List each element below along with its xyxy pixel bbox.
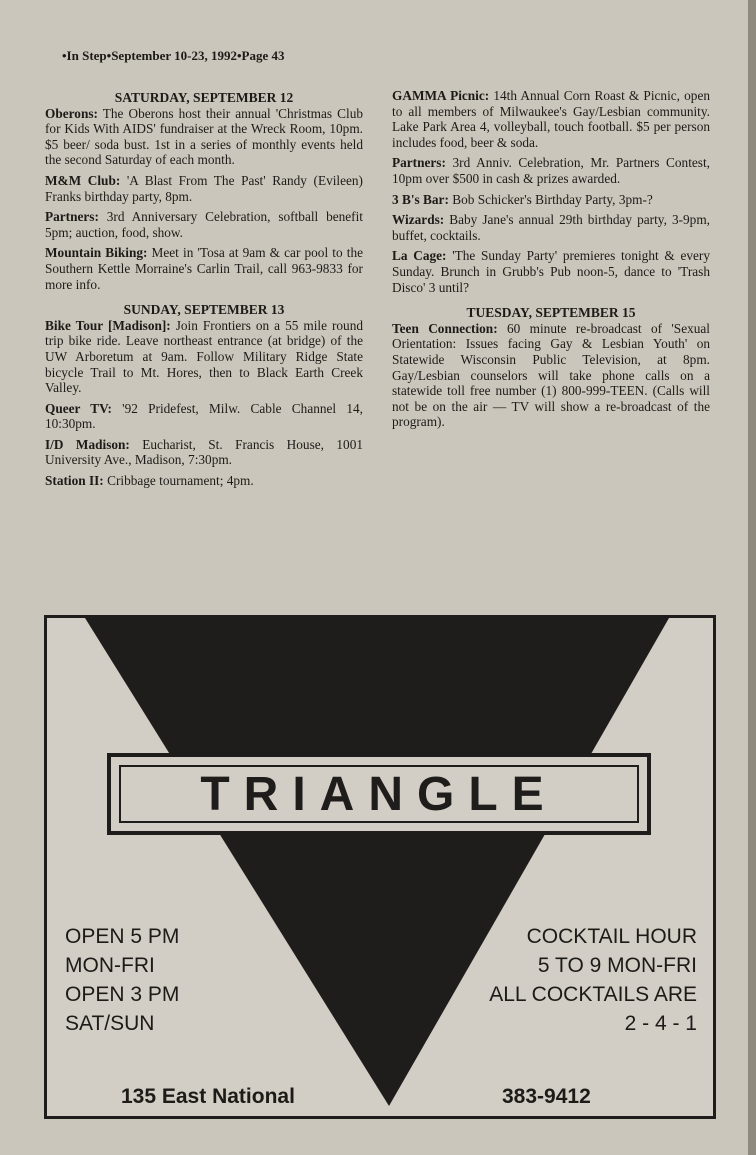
listing-entry	[392, 155, 710, 186]
listing-text: Baby Jane's annual 29th birthday party, 3-9pm, buffet, cocktails.	[392, 212, 710, 243]
listing-entry	[45, 473, 363, 489]
address: 135 East National	[121, 1085, 295, 1108]
listing-title: Wizards:	[392, 212, 445, 228]
listing-entry	[392, 321, 710, 430]
listing-text: Cribbage tournament; 4pm.	[103, 473, 254, 489]
listing-title: Partners:	[45, 209, 99, 225]
day-heading-saturday: SATURDAY, SEPTEMBER 12	[114, 90, 294, 105]
phone-number: 383-9412	[502, 1085, 591, 1108]
listing-title: Bike Tour [Madison]:	[45, 317, 171, 333]
logo-text: TRIANGLE	[200, 768, 558, 821]
page-header: •In Step•September 10-23, 1992•Page 43	[62, 48, 285, 63]
listing-entry	[45, 245, 363, 292]
left-column	[45, 88, 363, 494]
listing-title: M&M Club:	[45, 172, 121, 188]
listing-title: Oberons:	[45, 105, 98, 121]
listing-text: Eucharist, St. Francis House, 1001 University Ave., Madison, 7:30pm.	[45, 436, 363, 468]
hours-line: SAT/SUN	[65, 1012, 155, 1035]
listing-title: GAMMA Picnic:	[392, 88, 490, 103]
right-column	[392, 88, 710, 435]
hours-line: OPEN 3 PM	[65, 983, 180, 1006]
listing-title: La Cage:	[392, 248, 447, 264]
listing-text: 3rd Anniversary Celebration, softball benefit 5pm; auction, food, show.	[45, 209, 363, 240]
listing-text: 3rd Anniv. Celebration, Mr. Partners Contest, 10pm over $500 in cash & prizes awarded.	[392, 155, 710, 186]
listing-entry	[392, 192, 710, 208]
cocktail-line: 5 TO 9 MON-FRI	[537, 954, 697, 977]
listing-text: 60 minute re-broadcast of 'Sexual Orientation: Issues facing Gay & Lesbian Youth' on Statewide Wisconsin Public Television, at 8pm. Gay/Lesbian counselors will take phone calls on a statewide toll free number (1) 800-999-TEEN. (Calls will not be on the air — TV will show a re-broadcast of the program).	[392, 320, 710, 430]
listing-text: 'The Sunday Party' premieres tonight & every Sunday. Brunch in Grubb's Pub noon-5, dance to 'Trash Disco' 3 until?	[392, 248, 710, 295]
listing-text: '92 Pridefest, Milw. Cable Channel 14, 10:30pm.	[45, 400, 363, 432]
listing-title: Queer TV:	[45, 400, 112, 416]
listing-title: Partners:	[392, 155, 446, 171]
day-heading-tuesday: TUESDAY, SEPTEMBER 15	[466, 305, 636, 321]
listing-entry	[392, 248, 710, 295]
listing-title: Station II:	[45, 473, 104, 489]
listing-entry	[392, 212, 710, 243]
day-heading-sunday: SUNDAY, SEPTEMBER 13	[123, 302, 285, 318]
listing-text: 14th Annual Corn Roast & Picnic, open to all members of Milwaukee's Gay/Lesbian community. Lake Park Area 4, volleyball, touch football. $5 per person includes food, beer & soda.	[392, 88, 710, 150]
listing-title: I/D Madison:	[45, 436, 130, 452]
triangle-bar-advertisement	[44, 615, 716, 1119]
hours-line: OPEN 5 PM	[65, 925, 180, 948]
cocktail-hour-block	[489, 922, 697, 1038]
listing-text: The Oberons host their annual 'Christmas Club for Kids With AIDS' fundraiser at the Wreck Room, 10pm. $5 beer/ soda bust. 1st in a series of monthly events held the second Saturday of each month.	[45, 105, 363, 168]
listing-text: Meet in 'Tosa at 9am & car pool to the Southern Kettle Morraine's Carlin Trail, call 963-9833 for more info.	[45, 245, 364, 292]
listing-entry	[45, 318, 363, 396]
cocktail-line: 2 - 4 - 1	[624, 1012, 697, 1035]
hours-block	[65, 922, 179, 1038]
listing-entry	[45, 106, 363, 168]
listing-text: Join Frontiers on a 55 mile round trip bike ride. Leave northeast entrance (at bridge) of the UW Arboretum at 9am. Follow Military Ridge State bicycle Trail to Mt. Hores, then to Black Earth Creek Valley.	[45, 317, 363, 396]
listing-text: Bob Schicker's Birthday Party, 3pm-?	[448, 191, 653, 207]
listing-entry	[45, 209, 363, 240]
listing-entry	[392, 88, 710, 150]
listing-text: 'A Blast From The Past' Randy (Evileen) Franks birthday party, 8pm.	[45, 172, 363, 204]
listing-title: Teen Connection:	[392, 320, 498, 336]
cocktail-line: COCKTAIL HOUR	[526, 925, 697, 948]
listing-entry	[45, 173, 363, 204]
listing-entry	[45, 437, 363, 468]
hours-line: MON-FRI	[65, 954, 155, 977]
cocktail-line: ALL COCKTAILS ARE	[489, 983, 697, 1006]
triangle-graphic	[47, 618, 713, 1116]
listing-title: 3 B's Bar:	[392, 191, 449, 207]
listing-entry	[45, 401, 363, 432]
listing-title: Mountain Biking:	[45, 245, 148, 261]
logo-box	[107, 753, 651, 835]
page-edge	[748, 0, 756, 1155]
